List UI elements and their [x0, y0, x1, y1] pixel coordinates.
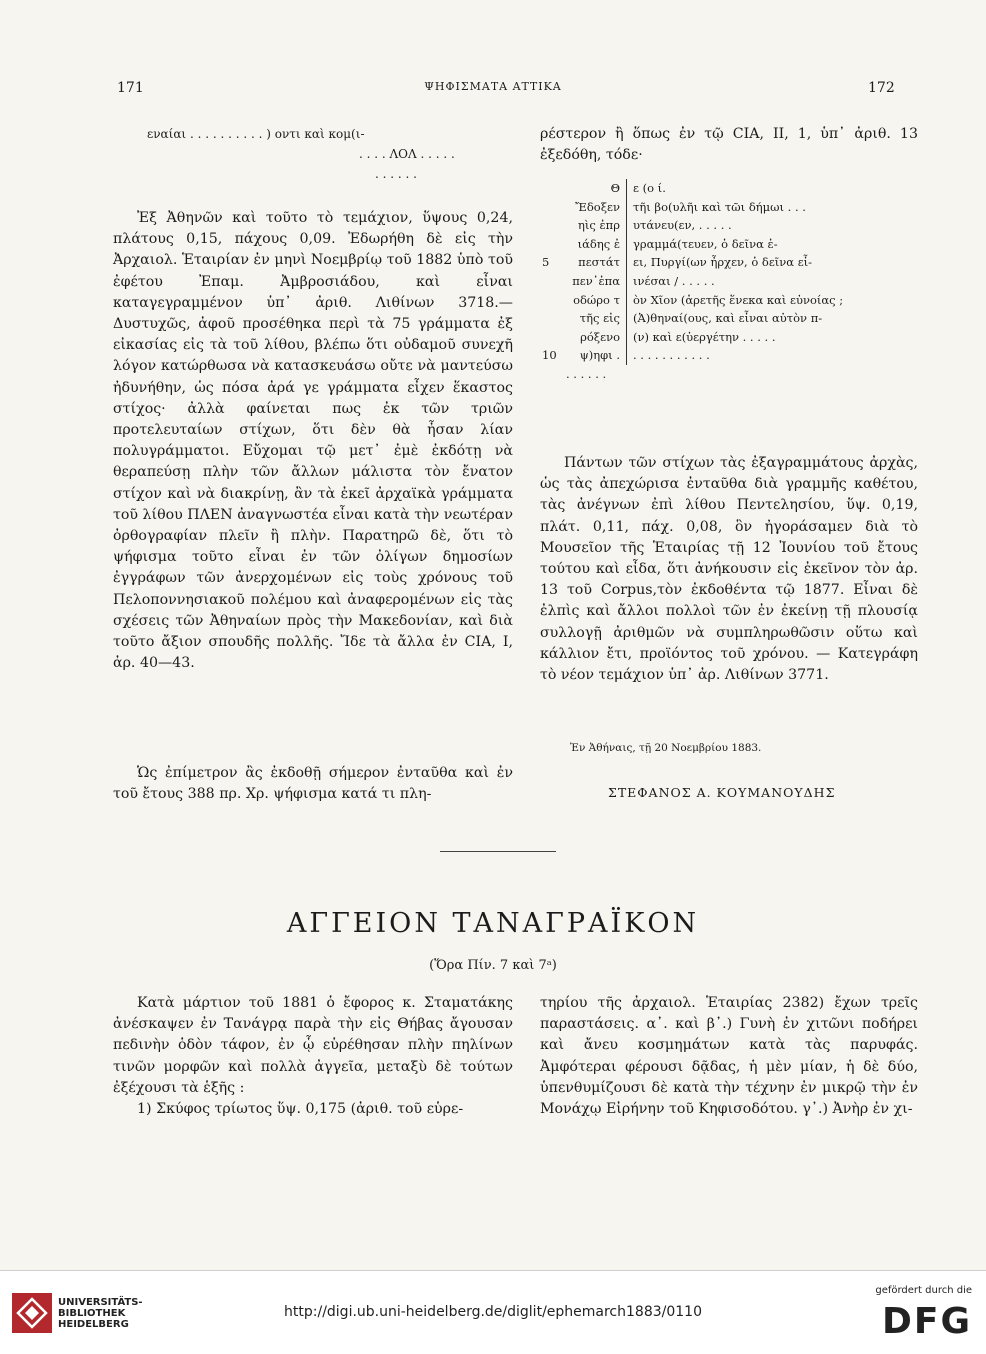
- fragment-line: εναίαι . . . . . . . . . . ) οντι καὶ κομ(ι-: [147, 127, 365, 141]
- inscription-line: [542, 328, 882, 347]
- paragraph: τηρίου τῆς ἀρχαιολ. Ἑταιρίας 2382) ἔχων τρεῖς παραστάσεις. α᾽. καὶ β᾽.) Γυνὴ ἐν χιτῶνι ποδήρει καὶ ἄνευ κοσμημάτων κατὰ τὰς παρυφάς. Ἀμφότεραι φέρουσι δᾷδας, ἡ μὲν μίαν, ἡ δὲ δύο, ὑπενθυμίζουσι δὲ κατὰ τὴν τέχνην ἐν μικρῷ τὴν ἐν Μονάχῳ Εἰρήνην τοῦ Κηφισοδότου. γ᾽.) Ἀνὴρ ἐν χι-: [540, 995, 918, 1118]
- stone-text: Ἔδοξεν: [560, 198, 627, 217]
- inscription-line: [542, 253, 882, 272]
- left-page-number: 171: [117, 80, 144, 96]
- line-number: 10: [542, 348, 557, 363]
- stone-text: ρόξενο: [560, 328, 627, 347]
- line-number: [542, 272, 560, 291]
- library-name-line: BIBLIOTHEK: [58, 1308, 126, 1319]
- inscription-line: [542, 272, 882, 291]
- section-divider: [440, 851, 556, 852]
- library-name-line: HEIDELBERG: [58, 1319, 129, 1330]
- paragraph: Πάντων τῶν στίχων τὰς ἐξαγραμμάτους ἀρχὰς, ὡς τὰς ἀπεχώρισα ἐνταῦθα διὰ γραμμῆς καθέτου, τὰς ἀνέγνων ἐπὶ λίθου Πεντελησίου, ὕψ. 0,19, πλάτ. 0,11, πάχ. 0,08, ὃν ἠγοράσαμεν διὰ τὸ Μουσεῖον τῆς Ἑταιρίας τῇ 12 Ἰουνίου τοῦ ἔτους τούτου καὶ εἶδα, ὅτι ἀνήκουσιν εἰς ἐκεῖνον τὸν ἀρ. 13 τοῦ Corpus,τὸν ἐκδοθέντα τῷ 1877. Εἶναι δὲ ἐλπὶς καὶ ἄλλοι πολλοὶ τῶν ἐν ἐκείνῃ τῇ πλουσίᾳ συλλογῇ ἀριθμῶν νὰ συμπληρωθῶσιν οὕτω καὶ κάλλιον ἔτι, προϊόντος τοῦ χρόνου. — Κατεγράφη τὸ νέον τεμάχιον ὑπ᾽ ἀρ. Λιθίνων 3771.: [540, 455, 918, 684]
- fragment-line: . . . . ΛΟΛ . . . . .: [359, 147, 455, 161]
- restoration-text: ε (ο ί.: [633, 181, 666, 195]
- inscription-line: [542, 216, 882, 235]
- right-column-intro: [540, 124, 918, 166]
- line-number: [542, 198, 560, 217]
- paragraph: 1) Σκύφος τρίωτος ὕψ. 0,175 (ἀριθ. τοῦ εὑρε-: [137, 1101, 464, 1118]
- stone-text: οδώρο τ: [560, 291, 627, 310]
- source-url-link[interactable]: http://digi.ub.uni-heidelberg.de/diglit/ephemarch1883/0110: [284, 1304, 702, 1320]
- line-number: [542, 328, 560, 347]
- dfg-logo: DFG: [881, 1301, 972, 1342]
- paragraph: ρέστερον ἢ ὅπως ἐν τῷ CIA, II, 1, ὑπ᾽ ἀριθ. 13 ἐξεδόθη, τόδε·: [540, 126, 918, 164]
- inscription-line: [542, 291, 882, 310]
- line-number: [542, 179, 560, 198]
- restoration-text: ει, Πυργί(ων ἦρχεν, ὁ δεῖνα εἶ-: [633, 255, 813, 270]
- line-number: [542, 291, 560, 310]
- restoration-text: . . . . . . . . . . .: [633, 348, 710, 363]
- restoration-text: τῆι βο(υλῆι καὶ τῶι δήμωι . . .: [633, 199, 806, 214]
- left-column-text: [113, 208, 513, 674]
- stone-text: τῆς εἰς: [560, 309, 627, 328]
- paragraph: Κατὰ μάρτιον τοῦ 1881 ὁ ἔφορος κ. Σταματάκης ἀνέσκαψεν ἐν Τανάγρᾳ παρὰ τὴν εἰς Θήβας ἄγουσαν πεδινὴν ὁδὸν τάφον, ἐν ᾧ εὑρέθησαν πλὴν πηλίνων τινῶν μορφῶν καὶ πολλὰ ἀγγεῖα, μεταξὺ δὲ τούτων ἐξέχουσι τὰ ἑξῆς :: [113, 995, 513, 1096]
- right-page-number: 172: [868, 80, 895, 96]
- left-column-text-2: [113, 763, 513, 805]
- inscription-line: [542, 309, 882, 328]
- inscription-line: [542, 346, 882, 365]
- date-line: Ἐν Ἀθήναις, τῇ 20 Νοεμβρίου 1883.: [570, 742, 762, 754]
- paragraph: Ὡς ἐπίμετρον ἂς ἐκδοθῇ σήμερον ἐνταῦθα καὶ ἐν τοῦ ἔτους 388 πρ. Χρ. ψήφισμα κατά τι πλη-: [113, 765, 513, 803]
- fragment-line: . . . . . .: [375, 167, 417, 181]
- section-right-column: [540, 993, 918, 1120]
- stone-text: πεστάτ: [560, 253, 627, 272]
- line-number: [542, 235, 560, 254]
- restoration-text: υτάνευ(εν, . . . . .: [633, 218, 732, 233]
- inscription-dots: . . . . . .: [566, 366, 607, 381]
- section-left-column: [113, 993, 513, 1120]
- line-number: [542, 216, 560, 235]
- section-subtitle: (Ὅρα Πίν. 7 καὶ 7ᵃ): [429, 958, 557, 973]
- restoration-text: ὸν Χῖον (ἀρετῆς ἕνεκα καὶ εὐνοίας ;: [633, 292, 844, 307]
- right-column-text: [540, 453, 918, 686]
- library-name-line: UNIVERSITÄTS-: [58, 1297, 143, 1308]
- left-fragment-lines: [147, 124, 513, 184]
- stone-text: ψ)ηφι .: [560, 346, 627, 365]
- inscription-line: [542, 179, 882, 198]
- inscription-line: [542, 198, 882, 217]
- line-number: 5: [542, 255, 550, 270]
- section-title: ΑΓΓΕΙΟΝ ΤΑΝΑΓΡΑΪΚΟΝ: [286, 908, 700, 939]
- stone-text: Θ: [560, 179, 627, 198]
- restoration-text: ινέσαι / . . . . .: [633, 273, 715, 288]
- author-signature: ΣΤΕΦΑΝΟΣ Α. ΚΟΥΜΑΝΟΥΔΗΣ: [608, 785, 836, 800]
- restoration-text: (ν) καὶ ε(ὐεργέτην . . . . .: [633, 329, 776, 344]
- inscription-line: [542, 235, 882, 254]
- paragraph: Ἐξ Ἀθηνῶν καὶ τοῦτο τὸ τεμάχιον, ὕψους 0,24, πλάτους 0,15, πάχους 0,09. Ἐδωρήθη δὲ εἰς τὴν Ἀρχαιολ. Ἑταιρίαν ἐν μηνὶ Νοεμβρίῳ τοῦ 1882 ὑπὸ τοῦ ἐφέτου Ἐπαμ. Ἀμβροσιάδου, καὶ εἶναι καταγεγραμμένον ὑπ᾽ ἀριθ. Λιθίνων 3718.— Δυστυχῶς, ἀφοῦ προσέθηκα περὶ τὰ 75 γράμματα ἐξ εἰκασίας εἰς τὰ τοῦ λίθου, βλέπω ὅτι οὐδαμοῦ συνεχῆ λόγον κατώρθωσα νὰ κατασκευάσω οὔτε νὰ μαντεύσω ἠδυνήθην, ὡς πόσα ἀρά γε γράμματα εἶχεν ἕκαστος στίχος· ἀλλὰ φαίνεται πως ἐκ τῶν τριῶν προτελευταίων στίχων, ὅτι δὲν θὰ ἦσαν λίαν πολυγράμματοι. Εὔχομαι τῷ μετ᾽ ἐμὲ ἐκδότῃ νὰ θεραπεύσῃ πλὴν τῶν ἄλλων μάλιστα τὸν ἔνατον στίχον καὶ νὰ διακρίνῃ, ἂν τὰ ἐκεῖ ἀρχαϊκὰ γράμματα τοῦ λίθου ΠΛΕΝ ἀναγνωστέα εἶναι κατὰ τὴν νεωτέραν ὀρθογραφίαν πλεῖν ἢ πλὴν. Παρατηρῶ δὲ, ὅτι τὸ ψήφισμα τοῦτο εἶναι ἐν τῶν ὀλίγων δημοσίων ἐγγράφων τῶν ἀνερχομένων εἰς τοὺς χρόνους τοῦ Πελοποννησιακοῦ πολέμου καὶ ἀναφερομένων εἰς τὰς σχέσεις τῶν Ἀθηναίων πρὸς τὴν Μακεδονίαν, καὶ διὰ τοῦτο ἄξιον σπουδῆς πολλῆς. Ἴδε τὰ ἄλλα ἐν CIA, I, ἀρ. 40—43.: [113, 210, 513, 672]
- inscription-transcription: [542, 179, 882, 384]
- running-title: ΨΗΦΙΣΜΑΤΑ ΑΤΤΙΚΑ: [424, 80, 562, 93]
- restoration-text: (Ἀ)θηναί(ους, καὶ εἶναι αὐτὸν π-: [633, 311, 823, 326]
- restoration-text: γραμμά(τευεν, ὁ δεῖνα ἐ-: [633, 236, 778, 251]
- stone-text: πεν᾽ἐπα: [560, 272, 627, 291]
- line-number: [542, 309, 560, 328]
- footer-bar: [0, 1270, 986, 1354]
- funded-by-text: gefördert durch die: [875, 1285, 972, 1296]
- stone-text: ηὶς ἐπρ: [560, 216, 627, 235]
- stone-text: ιάδης ἐ: [560, 235, 627, 254]
